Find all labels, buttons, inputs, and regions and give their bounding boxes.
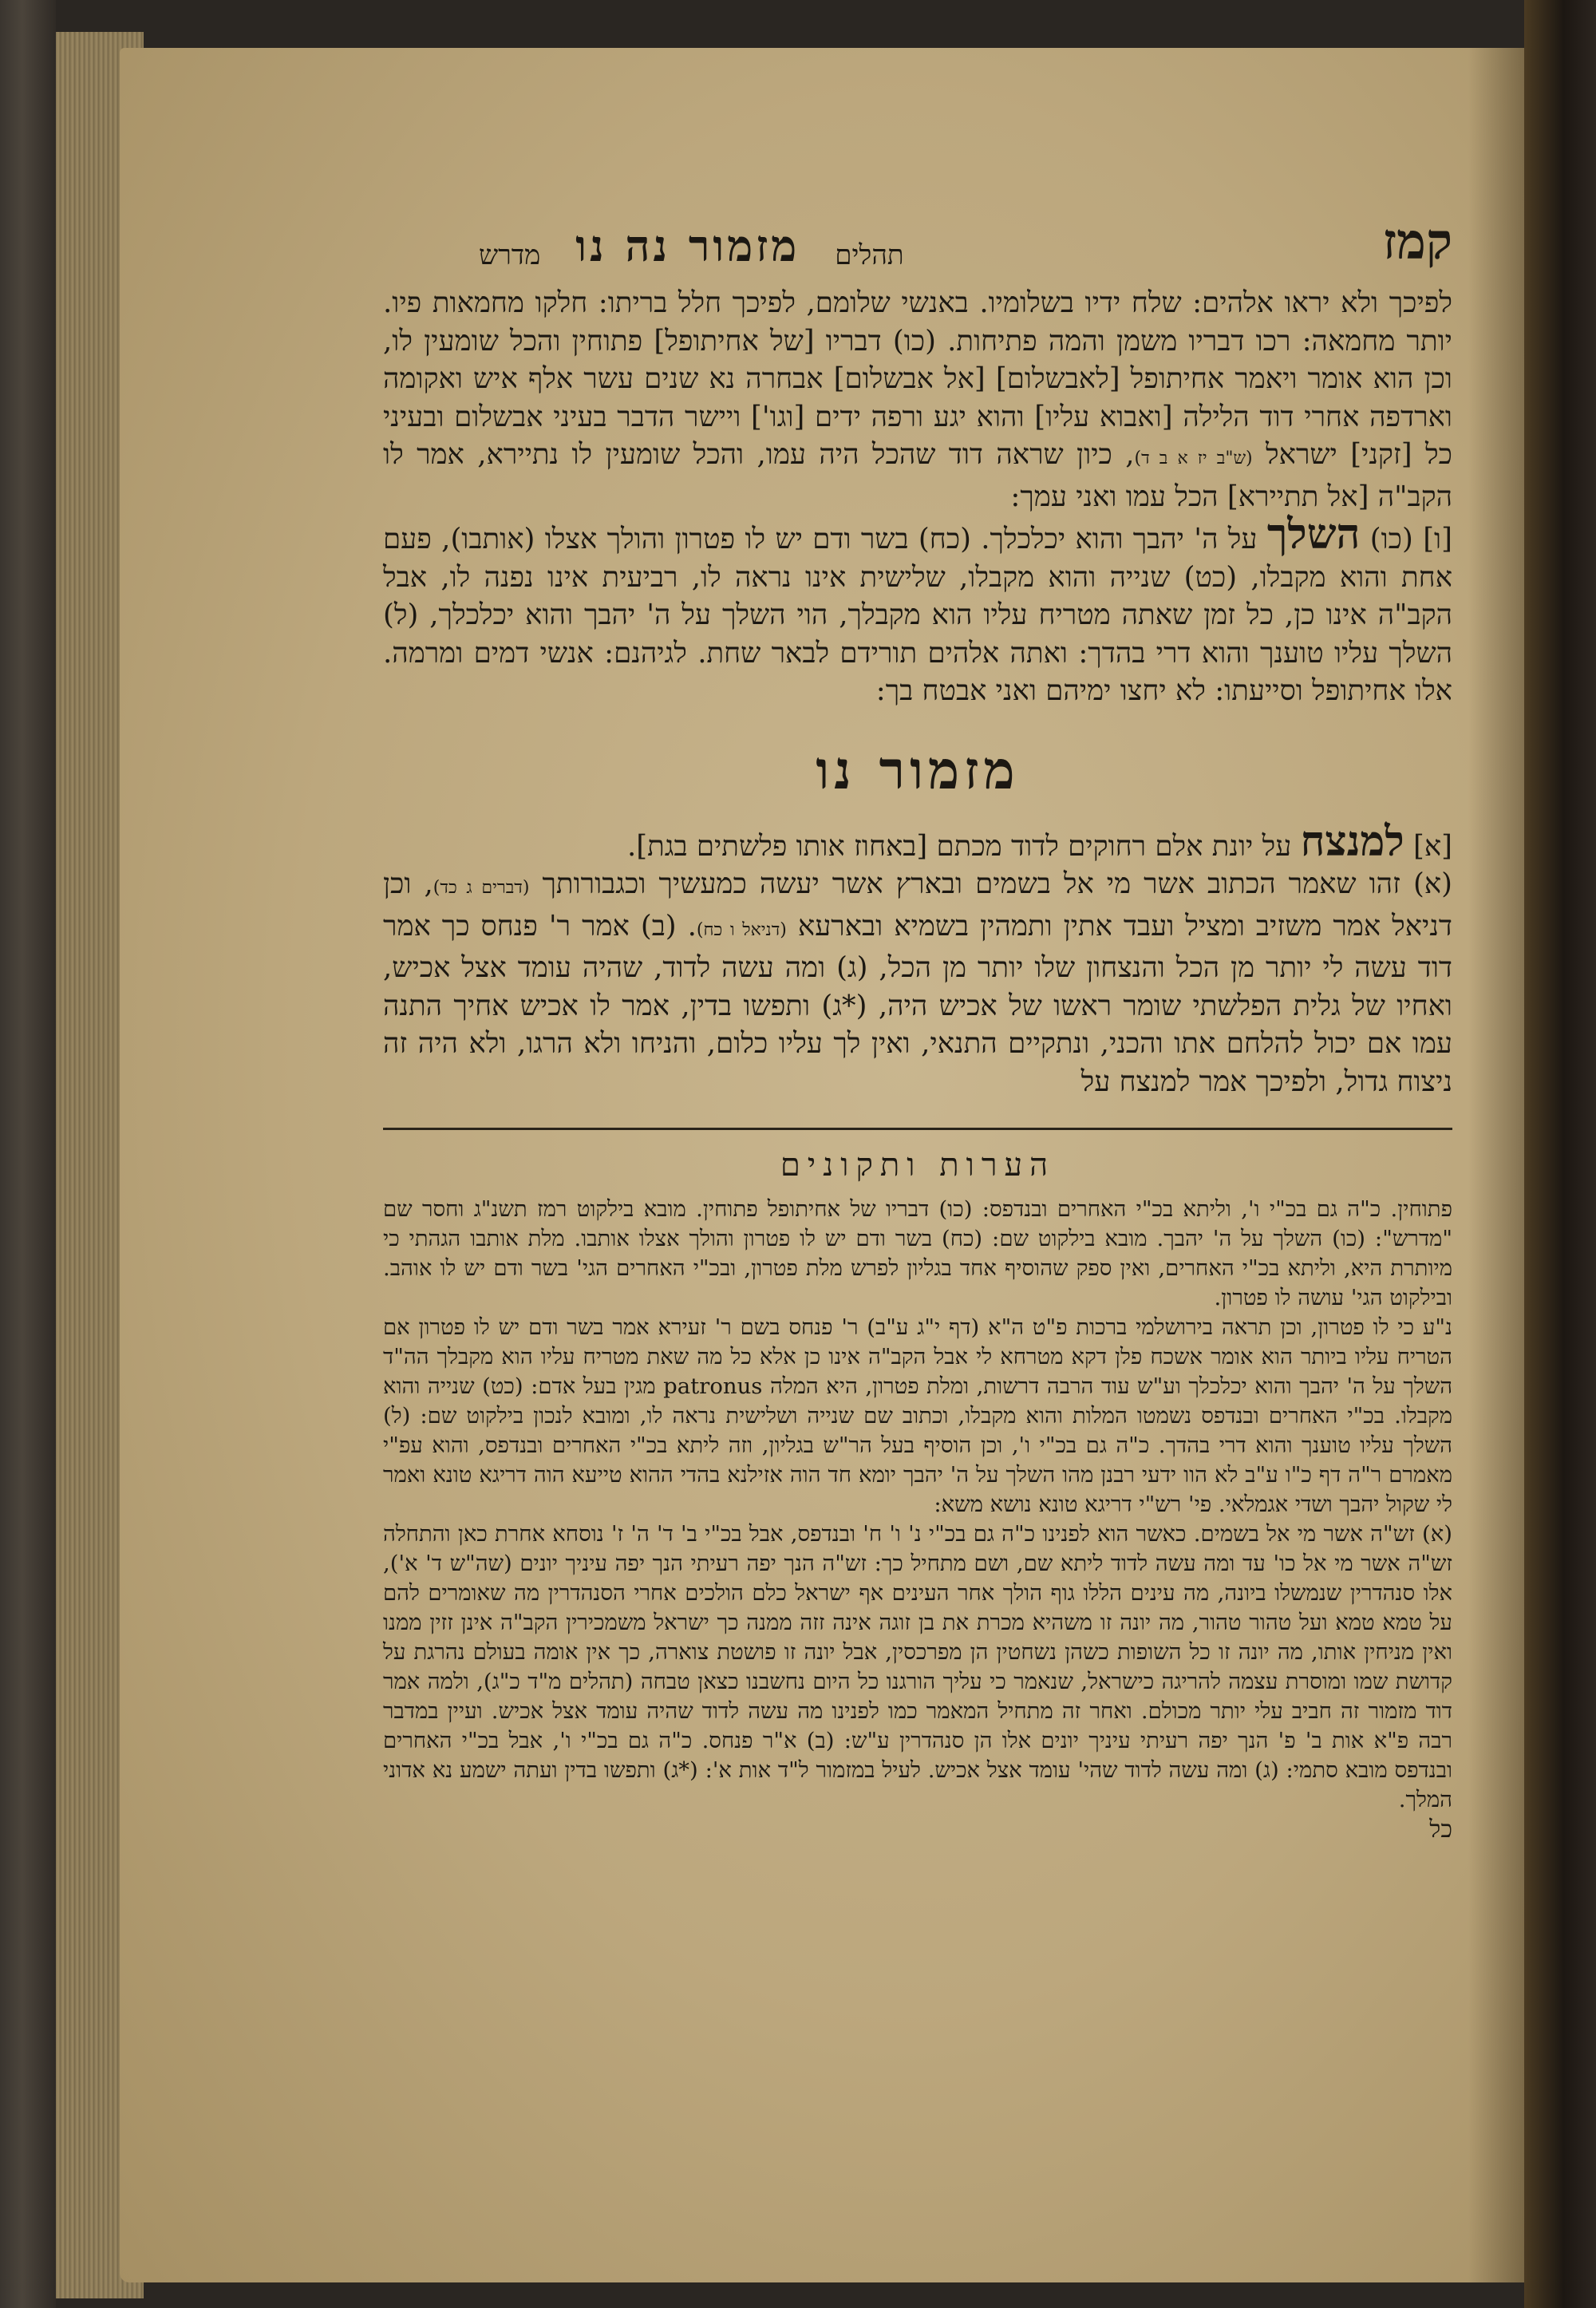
psalm-55-commentary [383,284,1452,710]
lead-word: השלך [1266,510,1361,559]
note-paragraph: פתוחין. כ"ה גם בכ"י ו', וליתא בכ"י האחרים ובנדפס: (כו) דבריו של אחיתופל פתוחין. מובא בילקוט רמז תשנ"ג וחסר שם "מדרש": (כו) השלך על ה' יהבך. מובא בילקוט שם: (כח) בשר ודם יש לו פטרון והולך אצלו אותבו. מלת אותבו הגהתי כי מיותרת היא, וליתא בכ"י האחרים, ואין ספק שהוסיף אחד בגליון לפרש מלת פטרון, ובכ"י האחרים הגי' בשר ודם יש לו אוהב. ובילקוט הגי' עושה לו פטרון. [383,1196,1452,1310]
paragraph-marker: [א] [1404,829,1452,863]
page-content [383,200,1452,1844]
book-binding-left [0,0,56,2308]
note-paragraph: נ"ע כי לו פטרון, וכן תראה בירושלמי ברכות פ"ט ה"א (דף י"ג ע"ב) ר' פנחס בשם ר' זעירא אמר בשר ודם יש לו פטרון אם הטריח עליו ביותר הוא אומר אשכח פלן דקא מטרחא לי אבל הקב"ה אינו כן אלא כל מה שאת מטריח עליו הוא מקבלך הה"ד השלך על ה' יהבך והוא יכלכלך וע"ש עוד הרבה דרשות, ומלת פטרון, היא המלה patronus מגין בעל אדם: (כט) שנייה והוא מקבלו. בכ"י האחרים ובנדפס נשמטו המלות והוא מקבלו, וכתוב שם שנייה ושלישית נראה לו, ומובא לנכון בילקוט שם: (ל) השלך עליו טוענך והוא דרי בהדך. כ"ה גם בכ"י ו', וכן הוסיף בעל הר"ש בגליון, וזה ליתא בכ"י האחרים ובנדפס, והוא עפ"י מאמרם ר"ה דף כ"ו ע"ב לא הוו ידעי רבנן מהו השלך על ה' יהבך יומא חד הוה אזילנא בהדי ההוא טייעא הוה דריגא טונא ואמר לי שקול יהבך ושדי אגמלאי. פי' רש"י דריגא טונא נושא משא: [383,1314,1453,1517]
notes-title: הערות ותקונים [780,1147,1056,1184]
page-number: קמז [1382,212,1452,271]
psalm-55-text-a: לפיכך ולא יראו אלהים: שלח ידיו בשלומיו. באנשי שלומם, לפיכך חלל בריתו: חלקו מחמאות פיו. יותר מחמאה: רכו דבריו משמן והמה פתיחות. (כו) דבריו [של אחיתופל] פתוחין והכל שומעין לו, וכן הוא אומר ויאמר אחיתופל [לאבשלום] [אל אבשלום] אבחרה נא שנים עשר אלף איש ואקומה וארדפה אחרי דוד הלילה [ואבוא עליו] והוא יגע ורפה ידים [וגו'] ויישר הדבר בעיני אבשלום ובעיני כל [זקני] ישראל [383,287,1452,471]
psalm-56-text-a: (א) זהו שאמר הכתוב אשר מי אל בשמים ובארץ אשר יעשה כמעשיך וכגבורותך [542,867,1452,900]
citation: (דברים ג כד) [433,878,530,898]
footnote-divider [383,1128,1452,1130]
citation: (ש"ב יז א ב ד) [1134,449,1253,468]
psalm-56-text-b: , וכן דניאל אמר משזיב ומציל ועבד אתין ותמהין בשמיא ובארעא [383,867,1452,943]
psalm-56-heading-verse: על יונת אלם רחוקים לדוד מכתם [באחוז אותו פלשתים בגת]. [626,829,1292,863]
header-book: תהלים [835,239,904,271]
header-psalm: מזמור נה נו [575,220,800,271]
notes-section [383,1195,1452,1844]
psalm-56-commentary [383,816,1452,1101]
paragraph-marker: [ו] (כו) [1360,523,1452,555]
header-titles [479,220,904,271]
note-paragraph: (א) זש"ה אשר מי אל בשמים. כאשר הוא לפנינו כ"ה גם בכ"י נ' ו' ח' ובנדפס, אבל בכ"י ב' ד' ה' ז' נוסחא אחרת כאן והתחלה זש"ה אשר מי אל כו' עד ומה עשה לדוד ליתא שם, ושם מתחיל כך: זש"ה הנך יפה רעיתי הנך יפה עיניך יונים (שה"ש ד' א'), אלו סנהדרין שנמשלו ביונה, מה עינים הללו גוף הולך אחר העינים אף ישראל כלם הולכים אחרי הסנהדרין מה שאומרים להם על טמא טמא ועל טהור טהור, מה יונה זו משהיא מכרת את בן זוגה אינה זזה ממנה כך ישראל משמכירין הקב"ה אינן זזין ממנו ואין מניחין אותו, מה יונה זו כל השופות כשהן נשחטין הן מפרכסין, אבל יונה זו פושטת צוארה, כך אין אומה בעולם נהרגת על קדושת שמו ומוסרת עצמה להריגה כישראל, שנאמר כי עליך הורגנו כל היום נחשבנו כצאן טבחה (תהלים מ"ד כ"ג), ולמה אמר דוד מזמור זה חביב עלי יותר מכולם. ואחר זה מתחיל המאמר כמו לפנינו מה עשה לדוד שהיה עומד אצל אכיש. ועיין במדבר רבה פ"א אות ב' פ' הנך יפה רעיתי עיניך יונים אלו הן סנהדרין ע"ש: (ב) א"ר פנחס. כ"ה גם בכ"י ו', אבל בכ"י האחרים ובנדפס מובא סתמי: (ג) ומה עשה לדוד שהי' עומד אצל אכיש. לעיל במזמור ל"ד אות א': (*ג) ותפשו בדין ועתה ישמע נא אדוני המלך. [383,1521,1452,1812]
book-gutter-right [1524,0,1596,2308]
running-header [383,200,1452,278]
psalm-56-title: מזמור נו [816,738,1020,801]
psalm-55-text-b: , כיון שראה דוד שהכל היה עמו, והכל שומעין לו נתיירא, אמר לו הקב"ה [אל תתיירא] הכל עמו ואני עמך: [383,438,1452,513]
citation: (דניאל ו כח) [696,919,787,940]
catchword: כל [1429,1816,1452,1844]
psalm-55-text-c: על ה' יהבך והוא יכלכלך. (כח) בשר ודם יש לו פטרון והולך אצלו (אותבו), פעם אחת והוא מקבלו, (כט) שנייה והוא מקבלו, שלישית אינו נראה לו, רביעית אינו נפנה לו, אבל הקב"ה אינו כן, כל זמן שאתה מטריח עליו הוא מקבלך, הוי השלך על ה' יהבך והוא יכלכלך, (ל) השלך עליו טוענך והוא דרי בהדך: ואתה אלהים תורידם לבאר שחת. לגיהנם: אנשי דמים ומרמה. אלו אחיתופל וסייעתו: לא יחצו ימיהם ואני אבטח בך: [383,523,1452,707]
header-work: מדרש [479,239,541,271]
lead-word: למנצח [1300,816,1404,866]
psalm-56-text-c: . (ב) אמר ר' פנחס כך אמר דוד עשה לי יותר מן הכל והנצחון שלו יותר מן הכל, (ג) ומה עשה לדוד, שהיה עומד אצל אכיש, ואחיו של גלית הפלשתי שומר ראשו של אכיש היה, (*ג) ותפשו בדין, אמר לו אכיש אחיך התנה עמו אם יכול להלחם אתו והכני, ונתקיים התנאי, ואין לך עליו כלום, והניחו ולא הרגו, ולא היה זה ניצוח גדול, ולפיכך אמר למנצח על [383,909,1452,1098]
